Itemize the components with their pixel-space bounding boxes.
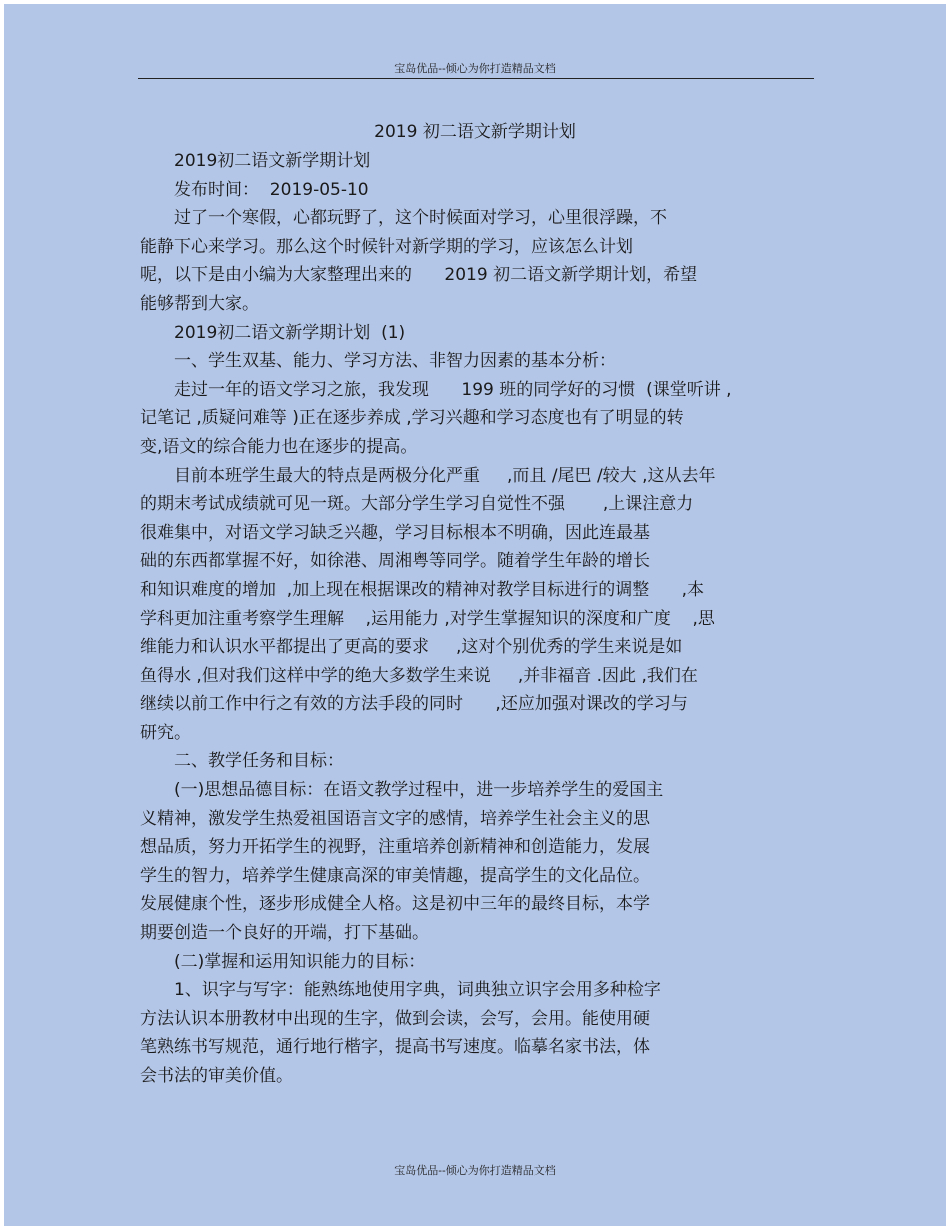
text-line: 2019初二语文新学期计划: [174, 151, 371, 171]
text-line: (二)掌握和运用知识能力的目标：: [174, 951, 426, 972]
text-line: 学科更加注重考察学生理解 ,运用能力 ,对学生掌握知识的深度和广度 ,思: [140, 608, 715, 629]
document-title: 2019 初二语文新学期计划: [374, 122, 576, 142]
text-line: 发布时间： 2019-05-10: [174, 179, 369, 200]
text-line: 发展健康个性，逐步形成健全人格。这是初中三年的最终目标，本学: [140, 894, 650, 915]
text-line: 础的东西都掌握不好，如徐港、周湘粤等同学。随着学生年龄的增长: [140, 551, 650, 572]
text-line: 维能力和认识水平都提出了更高的要求 ,这对个别优秀的学生来说是如: [140, 637, 683, 658]
page-header: 宝岛优品--倾心为你打造精品文档: [394, 62, 556, 75]
text-line: 笔熟练书写规范，通行地行楷字，提高书写速度。临摹名家书法，体: [140, 1037, 650, 1058]
text-line: 很难集中，对语文学习缺乏兴趣，学习目标根本不明确，因此连最基: [140, 522, 650, 543]
document-page: [4, 4, 946, 1226]
text-line: (一)思想品德目标：在语文教学过程中，进一步培养学生的爱国主: [174, 780, 664, 801]
document-body: [140, 147, 820, 1091]
text-line: 变,语文的综合能力也在逐步的提高。: [140, 436, 418, 457]
text-line: 2019初二语文新学期计划 (1): [174, 322, 406, 343]
text-line: 继续以前工作中行之有效的方法手段的同时 ,还应加强对课改的学习与: [140, 694, 688, 715]
text-line: 方法认识本册教材中出现的生字，做到会读，会写，会用。能使用硬: [140, 1008, 650, 1029]
text-line: 记笔记 ,质疑问难等 )正在逐步养成 ,学习兴趣和学习态度也有了明显的转: [140, 408, 684, 429]
text-line: 走过一年的语文学习之旅，我发现 199 班的同学好的习惯 (课堂听讲 ,: [174, 379, 732, 400]
text-line: 能静下心来学习。那么这个时候针对新学期的学习，应该怎么计划: [140, 236, 633, 257]
text-line: 1、识字与写字：能熟练地使用字典，词典独立识字会用多种检字: [174, 980, 661, 1001]
text-line: 二、教学任务和目标：: [174, 751, 344, 772]
text-line: 过了一个寒假，心都玩野了，这个时候面对学习，心里很浮躁，不: [174, 208, 667, 229]
page-footer: 宝岛优品--倾心为你打造精品文档: [394, 1164, 556, 1177]
header-divider: [138, 78, 814, 79]
text-line: 能够帮到大家。: [140, 293, 259, 314]
text-line: 期要创造一个良好的开端，打下基础。: [140, 923, 429, 944]
text-line: 想品质，努力开拓学生的视野，注重培养创新精神和创造能力，发展: [140, 837, 650, 858]
text-line: 义精神，激发学生热爱祖国语言文字的感情，培养学生社会主义的思: [140, 808, 650, 829]
text-line: 鱼得水 ,但对我们这样中学的绝大多数学生来说 ,并非福音 .因此 ,我们在: [140, 665, 698, 686]
text-line: 的期末考试成绩就可见一斑。大部分学生学习自觉性不强 ,上课注意力: [140, 494, 694, 515]
text-line: 呢，以下是由小编为大家整理出来的 2019 初二语文新学期计划，希望: [140, 265, 698, 286]
text-line: 研究。: [140, 722, 191, 743]
text-line: 会书法的审美价值。: [140, 1066, 293, 1086]
text-line: 和知识难度的增加 ,加上现在根据课改的精神对教学目标进行的调整 ,本: [140, 579, 705, 600]
text-line: 一、学生双基、能力、学习方法、非智力因素的基本分析：: [174, 351, 616, 372]
text-line: 学生的智力，培养学生健康高深的审美情趣，提高学生的文化品位。: [140, 865, 650, 886]
text-line: 目前本班学生最大的特点是两极分化严重 ,而且 /尾巴 /较大 ,这从去年: [174, 465, 716, 486]
